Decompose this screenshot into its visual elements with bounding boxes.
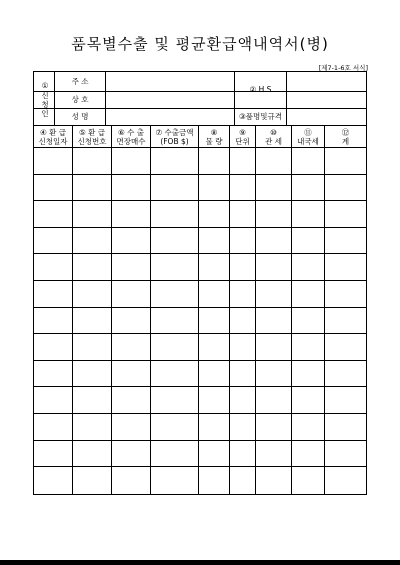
- col-header-export-amount: ⑦ 수출금액: [155, 128, 194, 137]
- row-divider: [34, 91, 366, 92]
- column-divider: [150, 125, 151, 494]
- table-row-divider: [34, 440, 366, 441]
- applicant-number: ①: [41, 81, 49, 90]
- col-header-refund-date: ④ 환 급: [40, 128, 66, 137]
- col-header-export-count: ⑥ 수 출: [118, 128, 144, 137]
- table-row-divider: [34, 360, 366, 361]
- column-divider: [255, 125, 256, 494]
- col-header-total: ⑫: [341, 128, 350, 137]
- hs-label: ② H S: [249, 85, 272, 94]
- col-header-quantity: ⑧: [210, 128, 218, 137]
- col-header-customs-duty: 관 세: [265, 137, 282, 146]
- applicant-char: 신: [41, 91, 49, 100]
- col-header-quantity: 물 량: [205, 137, 223, 146]
- header-bottom-divider: [34, 125, 366, 126]
- applicant-char: 인: [41, 109, 49, 118]
- col-header-export-amount: (FOB $): [160, 137, 189, 146]
- table-row-divider: [34, 466, 366, 467]
- row-divider: [34, 108, 366, 109]
- table-row-divider: [34, 174, 366, 175]
- table-row-divider: [34, 200, 366, 201]
- hs-value-divider: [286, 72, 287, 125]
- col-header-customs-duty: ⑩: [270, 128, 277, 137]
- col-header-total: 계: [341, 137, 350, 146]
- table-row-divider: [34, 386, 366, 387]
- column-divider: [111, 125, 112, 494]
- col-header-unit: ⑨: [239, 128, 246, 137]
- label-value-divider: [105, 72, 106, 125]
- col-header-unit: 단위: [235, 137, 250, 146]
- column-divider: [291, 125, 292, 494]
- col-header-refund-date: 신청일자: [38, 137, 68, 146]
- col-header-refund-number: 신청번호: [77, 137, 107, 146]
- form-number: [제7-1-6호 서식]: [318, 64, 368, 72]
- table-row-divider: [34, 333, 366, 334]
- name-label: 성 명: [71, 112, 89, 121]
- table-row-divider: [34, 307, 366, 308]
- column-divider: [324, 125, 325, 494]
- table-row-divider: [34, 280, 366, 281]
- export-refund-form: [33, 71, 367, 495]
- col-header-refund-number: ⑤ 환 급: [79, 128, 105, 137]
- applicant-char: 청: [41, 100, 49, 109]
- col-header-export-count: 면장매수: [116, 137, 146, 146]
- table-row-divider: [34, 413, 366, 414]
- company-label: 상 호: [71, 95, 89, 104]
- column-divider: [198, 125, 199, 494]
- col-header-internal-tax: ⑪: [304, 128, 312, 137]
- table-row-divider: [34, 227, 366, 228]
- address-label: 주 소: [71, 77, 89, 86]
- column-divider: [72, 125, 73, 494]
- column-header-divider: [34, 147, 366, 148]
- form-title: 품목별수출 및 평균환급액내역서(병): [71, 35, 329, 53]
- column-divider: [229, 125, 230, 494]
- col-header-internal-tax: 내국세: [297, 137, 319, 146]
- table-row-divider: [34, 253, 366, 254]
- item-spec-label: ③품명및규격: [239, 112, 282, 121]
- page-bottom-bar: [0, 560, 400, 565]
